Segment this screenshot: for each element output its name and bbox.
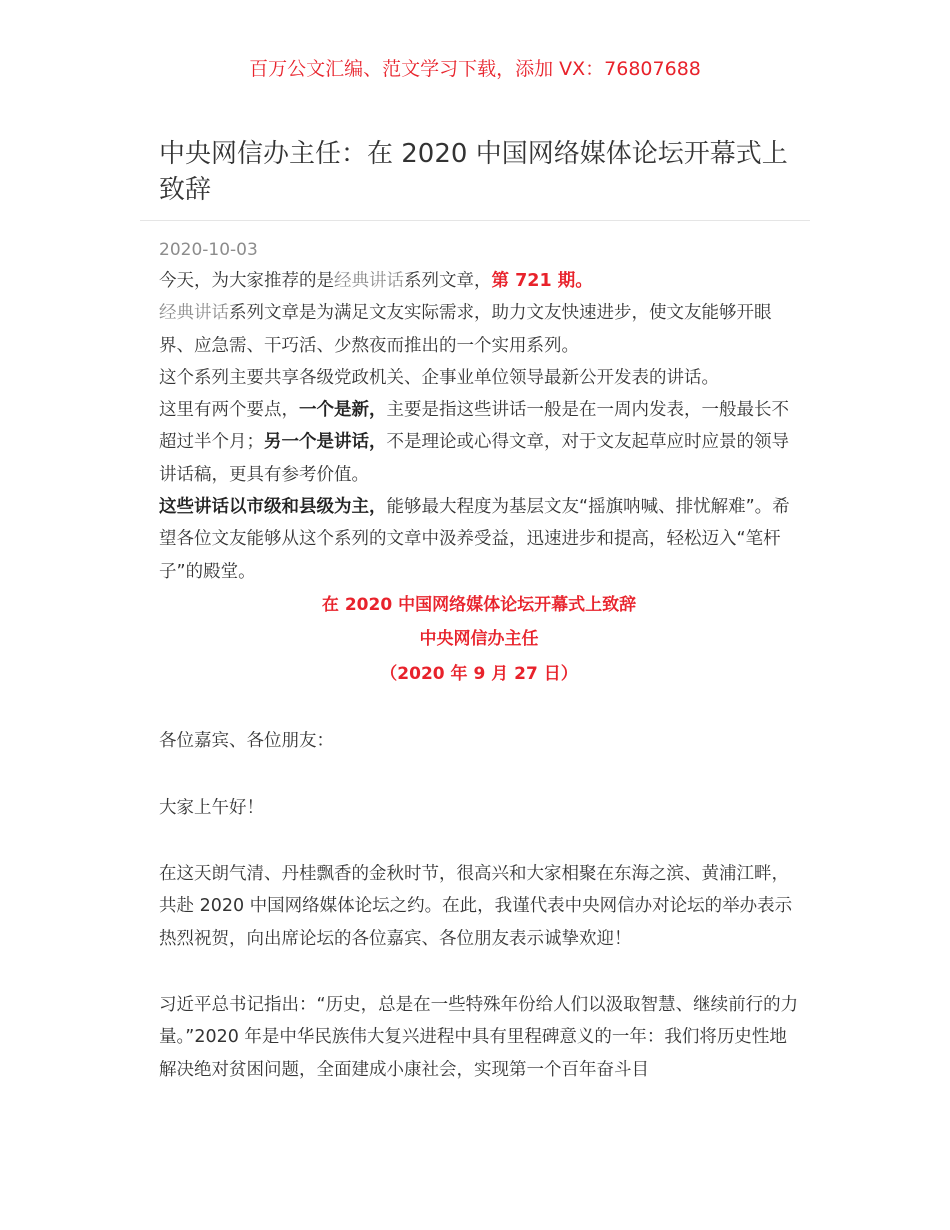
speech-date: （2020 年 9 月 27 日） [380, 663, 578, 684]
speech-paragraph-1: 在这天朗气清、丹桂飘香的金秋时节，很高兴和大家相聚在东海之滨、黄浦江畔，共赴 2020 中国网络媒体论坛之约。在此，我谨代表中央网信办对论坛的举办表示热烈祝贺，向出席论坛的各位嘉宾、各位朋友表示诚挚欢迎！ [159, 864, 793, 949]
article-title: 中央网信办主任：在 2020 中国网络媒体论坛开幕式上致辞 [159, 139, 788, 205]
intro-paragraph-5 [159, 491, 799, 588]
article-body [159, 265, 799, 1086]
intro-text: 系列文章是为满足文友实际需求，助力文友快速进步，使文友能够开眼界、应急需、干巧活、少熬夜而推出的一个实用系列。 [159, 303, 772, 356]
intro-text: 今天，为大家推荐的是 [159, 271, 334, 291]
spacer [159, 955, 799, 989]
emphasis-text: 这些讲话以市级和县级为主， [159, 497, 387, 518]
publish-date: 2020-10-03 [159, 240, 258, 260]
intro-text: 主要是指这些讲话一般是在一周内发表，一般最长不超过半个月； [159, 400, 789, 453]
promo-banner: 百万公文汇编、范文学习下载，添加 VX：76807688 [249, 58, 701, 80]
intro-paragraph-4 [159, 394, 799, 491]
series-name: 经典讲话 [159, 303, 229, 324]
spacer [159, 824, 799, 858]
emphasis-text: 一个是新， [299, 400, 387, 421]
intro-paragraph-1 [159, 265, 799, 297]
issue-number: 第 721 期。 [491, 271, 593, 291]
intro-text: 这里有两个要点， [159, 400, 299, 421]
intro-text: 系列文章， [404, 271, 492, 291]
spacer [159, 691, 799, 725]
title-divider [140, 220, 810, 221]
intro-paragraph-3: 这个系列主要共享各级党政机关、企事业单位领导最新公开发表的讲话。 [159, 367, 719, 388]
spacer [159, 758, 799, 792]
speech-speaker: 中央网信办主任 [419, 629, 539, 650]
intro-text: 能够最大程度为基层文友“摇旗呐喊、排忧解难”。希望各位文友能够从这个系列的文章中汲养受益，迅速进步和提高，轻松迈入“笔杆子”的殿堂。 [159, 497, 790, 582]
salutation: 各位嘉宾、各位朋友： [159, 731, 334, 752]
emphasis-text: 另一个是讲话， [264, 432, 387, 453]
intro-paragraph-2 [159, 297, 799, 362]
speech-heading: 在 2020 中国网络媒体论坛开幕式上致辞 [321, 594, 637, 615]
speech-paragraph-2: 习近平总书记指出：“历史，总是在一些特殊年份给人们以汲取智慧、继续前行的力量。”2020 年是中华民族伟大复兴进程中具有里程碑意义的一年：我们将历史性地解决绝对贫困问题，全面建成小康社会，实现第一个百年奋斗目 [159, 994, 799, 1080]
greeting: 大家上午好！ [159, 797, 264, 818]
intro-text: 不是理论或心得文章，对于文友起草应时应景的领导讲话稿，更具有参考价值。 [159, 432, 789, 485]
series-name: 经典讲话 [334, 271, 404, 291]
